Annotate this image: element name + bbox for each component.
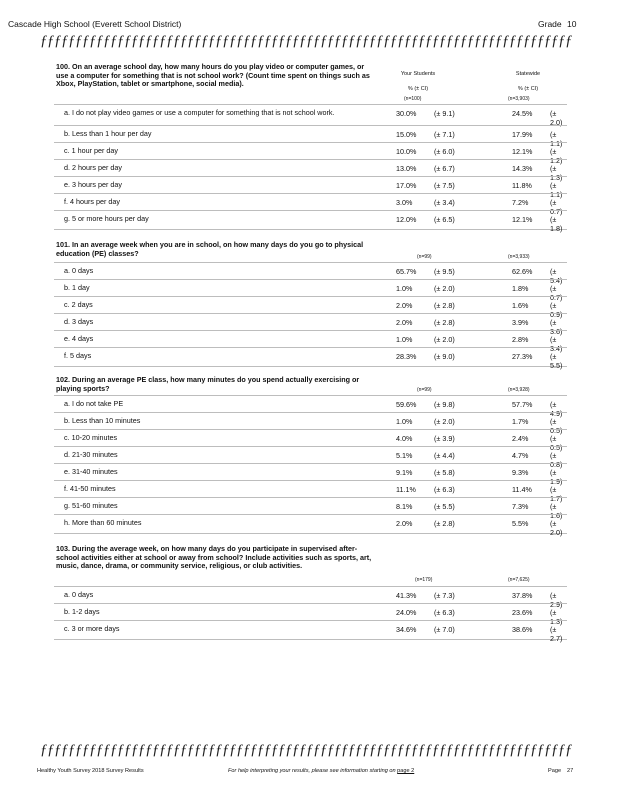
table-row bbox=[54, 514, 567, 537]
statewide-percent: 7.2% bbox=[512, 198, 529, 207]
statewide-ci: (± 1.1) bbox=[550, 181, 563, 199]
q100-n-local: (n=100) bbox=[404, 96, 422, 102]
statewide-percent: 23.6% bbox=[512, 608, 533, 617]
q101-n-local: (n=99) bbox=[417, 254, 432, 260]
your-students-ci: (± 9.8) bbox=[434, 400, 455, 409]
statewide-percent: 9.3% bbox=[512, 468, 529, 477]
q100-n-state: (n=3,903) bbox=[508, 96, 530, 102]
response-label: e. 3 hours per day bbox=[64, 180, 122, 189]
statewide-ci: (± 2.7) bbox=[550, 625, 563, 643]
grade-value: 10 bbox=[567, 19, 577, 29]
response-label: b. 1-2 days bbox=[64, 607, 100, 616]
your-students-ci: (± 6.7) bbox=[434, 164, 455, 173]
your-students-percent: 34.6% bbox=[396, 625, 417, 634]
your-students-percent: 65.7% bbox=[396, 267, 417, 276]
your-students-ci: (± 2.0) bbox=[434, 335, 455, 344]
response-label: b. Less than 1 hour per day bbox=[64, 129, 152, 138]
statewide-percent: 57.7% bbox=[512, 400, 533, 409]
your-students-percent: 1.0% bbox=[396, 335, 413, 344]
q101-n-state: (n=3,933) bbox=[508, 254, 530, 260]
your-students-percent: 59.6% bbox=[396, 400, 417, 409]
statewide-pct-header: % (± CI) bbox=[517, 86, 539, 92]
your-students-percent: 2.0% bbox=[396, 301, 413, 310]
statewide-ci: (± 1.3) bbox=[550, 608, 563, 626]
response-label: b. Less than 10 minutes bbox=[64, 416, 141, 425]
table-row bbox=[54, 104, 567, 125]
statewide-percent: 2.4% bbox=[512, 434, 529, 443]
statewide-ci: (± 0.5) bbox=[550, 417, 563, 435]
your-students-pct-header: % (± CI) bbox=[407, 86, 429, 92]
statewide-ci: (± 3.4) bbox=[550, 335, 563, 353]
response-label: e. 4 days bbox=[64, 334, 94, 343]
your-students-percent: 4.0% bbox=[396, 434, 413, 443]
statewide-percent: 11.8% bbox=[512, 181, 532, 190]
top-decorative-rule: ƒƒƒƒƒƒƒƒƒƒƒƒƒƒƒƒƒƒƒƒƒƒƒƒƒƒƒƒƒƒƒƒƒƒƒƒƒƒƒƒƒƒƒƒƒƒƒƒƒƒƒƒƒƒƒƒƒƒƒƒƒƒƒƒƒƒƒƒƒƒƒƒƒƒƒƒ bbox=[40, 33, 572, 49]
your-students-percent: 17.0% bbox=[396, 181, 417, 190]
statewide-percent: 62.6% bbox=[512, 267, 533, 276]
your-students-ci: (± 2.0) bbox=[434, 417, 455, 426]
your-students-percent: 9.1% bbox=[396, 468, 413, 477]
your-students-ci: (± 3.4) bbox=[434, 198, 455, 207]
table-row bbox=[54, 620, 567, 643]
your-students-ci: (± 3.9) bbox=[434, 434, 455, 443]
response-label: d. 3 days bbox=[64, 317, 94, 326]
your-students-ci: (± 7.0) bbox=[434, 625, 455, 634]
your-students-ci: (± 2.8) bbox=[434, 301, 455, 310]
statewide-percent: 1.7% bbox=[512, 417, 529, 426]
table-row bbox=[54, 210, 567, 233]
response-label: d. 2 hours per day bbox=[64, 163, 122, 172]
statewide-percent: 3.9% bbox=[512, 318, 529, 327]
statewide-ci: (± 1.2) bbox=[550, 147, 563, 165]
your-students-ci: (± 9.1) bbox=[434, 109, 455, 118]
response-label: f. 41-50 minutes bbox=[64, 484, 116, 493]
statewide-percent: 4.7% bbox=[512, 451, 529, 460]
school-name: Cascade High School (Everett School District) bbox=[8, 19, 182, 29]
statewide-ci: (± 0.9) bbox=[550, 301, 563, 319]
statewide-percent: 1.6% bbox=[512, 301, 529, 310]
your-students-percent: 28.3% bbox=[396, 352, 417, 361]
question-102: 102. During an average PE class, how many minutes do you spend actually exercising or playing sports? bbox=[56, 375, 360, 393]
your-students-percent: 2.0% bbox=[396, 318, 413, 327]
response-label: c. 10-20 minutes bbox=[64, 433, 118, 442]
statewide-percent: 11.4% bbox=[512, 485, 532, 494]
footer-page-number: 27 bbox=[567, 768, 574, 774]
your-students-ci: (± 6.3) bbox=[434, 485, 455, 494]
statewide-percent: 24.5% bbox=[512, 109, 533, 118]
your-students-percent: 11.1% bbox=[396, 485, 416, 494]
statewide-percent: 2.8% bbox=[512, 335, 529, 344]
your-students-ci: (± 6.5) bbox=[434, 215, 455, 224]
footer-help-text bbox=[228, 768, 414, 774]
response-label: e. 31-40 minutes bbox=[64, 467, 118, 476]
your-students-ci: (± 2.8) bbox=[434, 318, 455, 327]
statewide-header: Statewide bbox=[515, 71, 541, 77]
statewide-ci: (± 5.5) bbox=[550, 352, 563, 370]
response-label: h. More than 60 minutes bbox=[64, 518, 142, 527]
statewide-percent: 12.1% bbox=[512, 147, 533, 156]
response-label: d. 21-30 minutes bbox=[64, 450, 118, 459]
q102-n-state: (n=3,928) bbox=[508, 387, 530, 393]
grade-label: Grade bbox=[538, 19, 562, 29]
statewide-ci: (± 5.4) bbox=[550, 267, 563, 285]
footer-page-link[interactable]: page 2 bbox=[397, 768, 415, 774]
response-label: c. 1 hour per day bbox=[64, 146, 118, 155]
your-students-percent: 13.0% bbox=[396, 164, 417, 173]
your-students-percent: 1.0% bbox=[396, 417, 413, 426]
statewide-ci: (± 1.9) bbox=[550, 468, 563, 486]
your-students-ci: (± 2.8) bbox=[434, 519, 455, 528]
your-students-percent: 41.3% bbox=[396, 591, 417, 600]
statewide-ci: (± 1.8) bbox=[550, 215, 563, 233]
statewide-ci: (± 1.6) bbox=[550, 502, 563, 520]
statewide-ci: (± 2.0) bbox=[550, 109, 563, 127]
your-students-percent: 30.0% bbox=[396, 109, 417, 118]
q103-n-state: (n=7,625) bbox=[508, 577, 530, 583]
question-101: 101. In an average week when you are in school, on how many days do you go to physical education (PE) classes? bbox=[56, 240, 364, 258]
statewide-percent: 1.8% bbox=[512, 284, 529, 293]
table-row bbox=[54, 347, 567, 370]
your-students-percent: 12.0% bbox=[396, 215, 417, 224]
your-students-ci: (± 7.1) bbox=[434, 130, 455, 139]
statewide-ci: (± 1.1) bbox=[550, 130, 563, 148]
statewide-ci: (± 3.6) bbox=[550, 318, 563, 336]
your-students-ci: (± 6.0) bbox=[434, 147, 455, 156]
statewide-percent: 12.1% bbox=[512, 215, 533, 224]
statewide-ci: (± 0.8) bbox=[550, 451, 563, 469]
response-label: a. 0 days bbox=[64, 266, 94, 275]
response-label: b. 1 day bbox=[64, 283, 90, 292]
statewide-ci: (± 4.9) bbox=[550, 400, 563, 418]
statewide-ci: (± 2.9) bbox=[550, 591, 563, 609]
statewide-ci: (± 0.7) bbox=[550, 198, 563, 216]
your-students-ci: (± 7.3) bbox=[434, 591, 455, 600]
footer-page-label: Page bbox=[548, 768, 562, 774]
q102-n-local: (n=99) bbox=[417, 387, 432, 393]
statewide-percent: 37.8% bbox=[512, 591, 533, 600]
response-label: g. 5 or more hours per day bbox=[64, 214, 149, 223]
statewide-ci: (± 2.0) bbox=[550, 519, 563, 537]
response-label: f. 4 hours per day bbox=[64, 197, 120, 206]
question-100: 100. On an average school day, how many hours do you play video or computer games, or use a computer for something that is not school work? (Count time spent on things such as Xbox, PlayStation, tablet or smartphone, social media). bbox=[56, 62, 370, 89]
your-students-percent: 15.0% bbox=[396, 130, 417, 139]
your-students-header: Your Students bbox=[400, 71, 436, 77]
statewide-percent: 7.3% bbox=[512, 502, 529, 511]
response-label: a. 0 days bbox=[64, 590, 94, 599]
footer-survey-title: Healthy Youth Survey 2018 Survey Results bbox=[37, 768, 144, 774]
response-label: g. 51-60 minutes bbox=[64, 501, 118, 510]
response-label: a. I do not take PE bbox=[64, 399, 124, 408]
statewide-percent: 14.3% bbox=[512, 164, 533, 173]
your-students-ci: (± 9.5) bbox=[434, 267, 455, 276]
statewide-ci: (± 0.7) bbox=[550, 284, 563, 302]
statewide-percent: 17.9% bbox=[512, 130, 533, 139]
your-students-percent: 8.1% bbox=[396, 502, 413, 511]
bottom-decorative-rule: ƒƒƒƒƒƒƒƒƒƒƒƒƒƒƒƒƒƒƒƒƒƒƒƒƒƒƒƒƒƒƒƒƒƒƒƒƒƒƒƒƒƒƒƒƒƒƒƒƒƒƒƒƒƒƒƒƒƒƒƒƒƒƒƒƒƒƒƒƒƒƒƒƒƒƒƒ bbox=[40, 742, 572, 758]
statewide-percent: 5.5% bbox=[512, 519, 529, 528]
statewide-ci: (± 1.7) bbox=[550, 485, 563, 503]
statewide-percent: 38.6% bbox=[512, 625, 533, 634]
your-students-ci: (± 2.0) bbox=[434, 284, 455, 293]
response-label: c. 2 days bbox=[64, 300, 93, 309]
statewide-percent: 27.3% bbox=[512, 352, 533, 361]
your-students-percent: 24.0% bbox=[396, 608, 417, 617]
your-students-percent: 1.0% bbox=[396, 284, 413, 293]
your-students-percent: 5.1% bbox=[396, 451, 413, 460]
footer-help-label: For help interpreting your results, please see information starting on bbox=[228, 768, 396, 774]
your-students-ci: (± 5.8) bbox=[434, 468, 455, 477]
response-label: f. 5 days bbox=[64, 351, 92, 360]
your-students-percent: 2.0% bbox=[396, 519, 413, 528]
question-103: 103. During the average week, on how many days do you participate in supervised after-school activities either at school or away from school? Include activities such as sports, art, music, dance, drama, or community service, religious, or club activities. bbox=[56, 544, 372, 571]
response-label: a. I do not play video games or use a computer for something that is not school work. bbox=[64, 108, 335, 117]
statewide-ci: (± 0.5) bbox=[550, 434, 563, 452]
your-students-percent: 10.0% bbox=[396, 147, 417, 156]
q103-n-local: (n=179) bbox=[415, 577, 433, 583]
response-label: c. 3 or more days bbox=[64, 624, 120, 633]
your-students-ci: (± 7.5) bbox=[434, 181, 455, 190]
your-students-ci: (± 5.5) bbox=[434, 502, 455, 511]
statewide-ci: (± 1.3) bbox=[550, 164, 563, 182]
your-students-ci: (± 9.0) bbox=[434, 352, 455, 361]
your-students-ci: (± 4.4) bbox=[434, 451, 455, 460]
your-students-ci: (± 6.3) bbox=[434, 608, 455, 617]
your-students-percent: 3.0% bbox=[396, 198, 413, 207]
